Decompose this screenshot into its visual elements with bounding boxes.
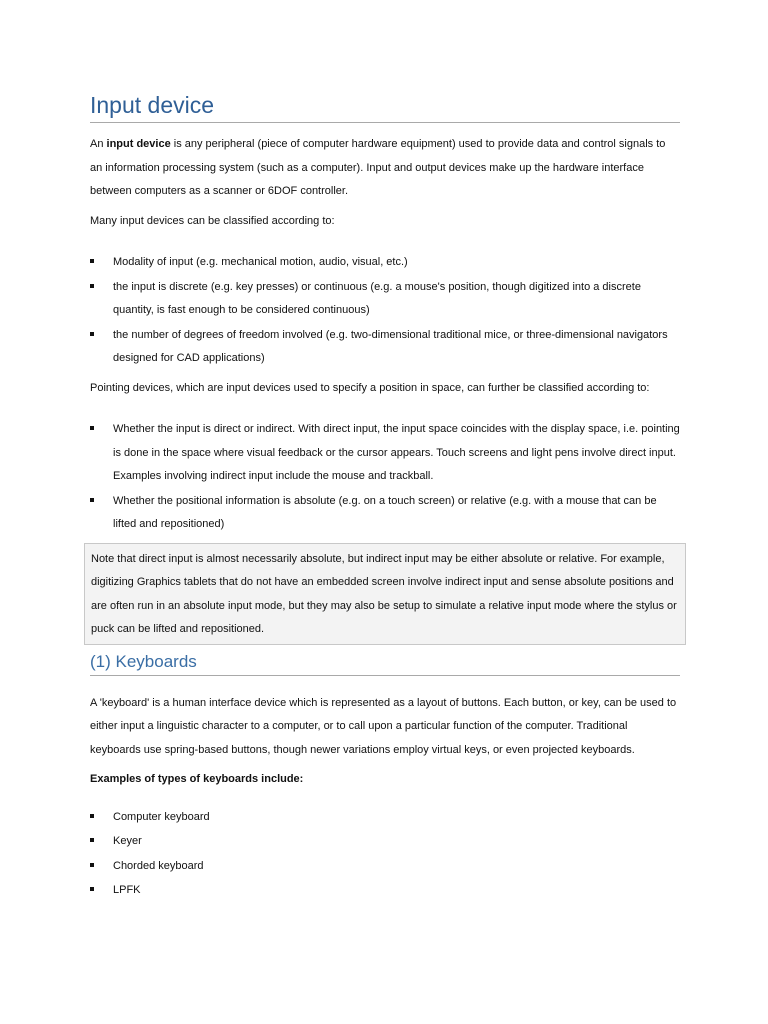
note-text: Note that direct input is almost necessarily absolute, but indirect input may be either absolute or relative. For example, digitizing Graphics tablets that do not have an embedded screen involve indirect input and sense absolute positions and are often run in an absolute input mode, but they may also be setup to simulate a relative input mode where the stylus or puck can be lifted and repositioned.: [91, 552, 677, 635]
section-heading-keyboards: (1) Keyboards: [90, 651, 680, 676]
keyboards-description: A 'keyboard' is a human interface device which is represented as a layout of buttons. Each button, or key, can be used to either input a linguistic character to a computer, or to call upon a particular function of the computer. Traditional keyboards use spring-based buttons, though newer variations employ virtual keys, or even projected keyboards.: [90, 696, 677, 756]
list-item: Chorded keyboard: [90, 855, 680, 879]
square-bullet-icon: [90, 332, 94, 336]
list-item: Whether the input is direct or indirect. With direct input, the input space coincides with the display space, i.e. pointing is done in the space where visual feedback or the cursor appears. Touch screens and light pens involve direct input. Examples involving indirect input include the mouse and trackball.: [90, 418, 680, 489]
list-item: Whether the positional information is absolute (e.g. on a touch screen) or relative (e.g. with a mouse that can be lifted and repositioned): [90, 490, 680, 537]
intro-rest: is any peripheral (piece of computer hardware equipment) used to provide data and control signals to an information processing system (such as a computer). Input and output devices make up the hardware interface between computers as a scanner or 6DOF controller.: [90, 138, 666, 197]
list-item: LPFK: [90, 879, 680, 903]
square-bullet-icon: [90, 498, 94, 502]
classify-list: [90, 251, 680, 371]
list-item: the input is discrete (e.g. key presses) or continuous (e.g. a mouse's position, though digitized into a discrete quantity, is fast enough to be considered continuous): [90, 276, 680, 323]
classify-intro: Many input devices can be classified according to:: [90, 214, 335, 227]
intro-term: input device: [106, 138, 171, 150]
square-bullet-icon: [90, 259, 94, 263]
intro-paragraph: [90, 133, 680, 204]
square-bullet-icon: [90, 863, 94, 867]
note-box: [84, 543, 686, 645]
keyboards-examples-label: Examples of types of keyboards include:: [90, 773, 304, 785]
keyboards-examples-list: [90, 806, 680, 903]
pointing-list: [90, 418, 680, 537]
page-title: Input device: [90, 90, 680, 123]
square-bullet-icon: [90, 426, 94, 430]
square-bullet-icon: [90, 284, 94, 288]
square-bullet-icon: [90, 814, 94, 818]
square-bullet-icon: [90, 838, 94, 842]
list-item: the number of degrees of freedom involved (e.g. two-dimensional traditional mice, or three-dimensional navigators designed for CAD applications): [90, 324, 680, 371]
document-content: [90, 90, 680, 909]
pointing-intro: Pointing devices, which are input devices used to specify a position in space, can further be classified according to:: [90, 381, 650, 394]
intro-prefix: An: [90, 138, 107, 150]
list-item: Keyer: [90, 830, 680, 854]
list-item: Computer keyboard: [90, 806, 680, 830]
square-bullet-icon: [90, 887, 94, 891]
list-item: Modality of input (e.g. mechanical motion, audio, visual, etc.): [90, 251, 680, 275]
